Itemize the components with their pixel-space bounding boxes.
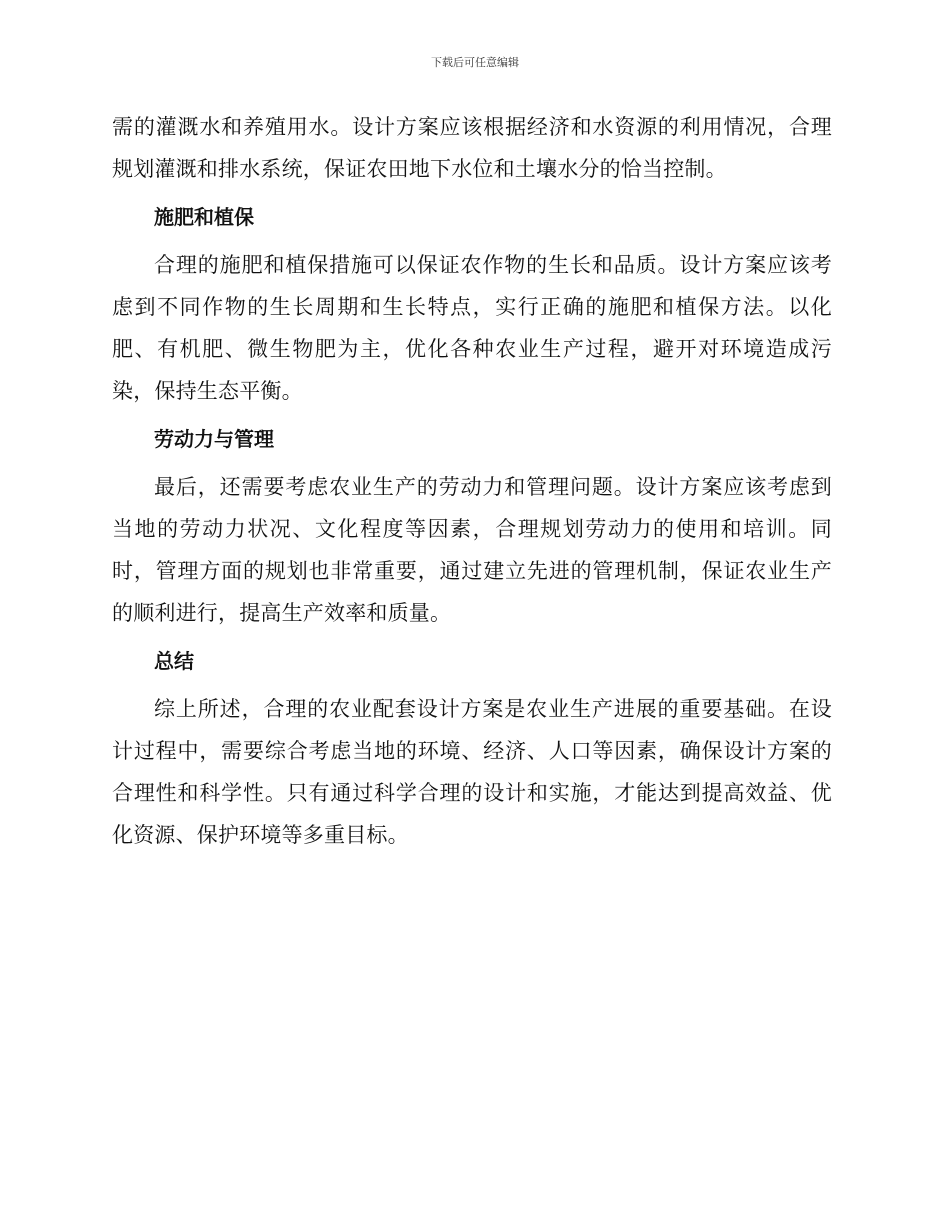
document-body	[112, 106, 832, 856]
section-paragraph-summary: 综上所述，合理的农业配套设计方案是农业生产进展的重要基础。在设计过程中，需要综合考虑当地的环境、经济、人口等因素，确保设计方案的合理性和科学性。只有通过科学合理的设计和实施，才能达到提高效益、优化资源、保护环境等多重目标。	[112, 697, 832, 847]
intro-continuation-paragraph: 需的灌溉水和养殖用水。设计方案应该根据经济和水资源的利用情况，合理规划灌溉和排水系统，保证农田地下水位和土壤水分的恰当控制。	[112, 115, 832, 181]
section-heading-summary: 总结	[154, 649, 194, 673]
section-paragraph-fertilization: 合理的施肥和植保措施可以保证农作物的生长和品质。设计方案应该考虑到不同作物的生长周期和生长特点，实行正确的施肥和植保方法。以化肥、有机肥、微生物肥为主，优化各种农业生产过程，避开对环境造成污染，保持生态平衡。	[112, 253, 832, 403]
page-header: 下载后可任意编辑	[431, 56, 519, 69]
section-heading-labor-management: 劳动力与管理	[154, 427, 274, 451]
section-heading-fertilization: 施肥和植保	[154, 205, 254, 229]
section-paragraph-labor-management: 最后，还需要考虑农业生产的劳动力和管理问题。设计方案应该考虑到当地的劳动力状况、文化程度等因素，合理规划劳动力的使用和培训。同时，管理方面的规划也非常重要，通过建立先进的管理机制，保证农业生产的顺利进行，提高生产效率和质量。	[112, 475, 832, 625]
